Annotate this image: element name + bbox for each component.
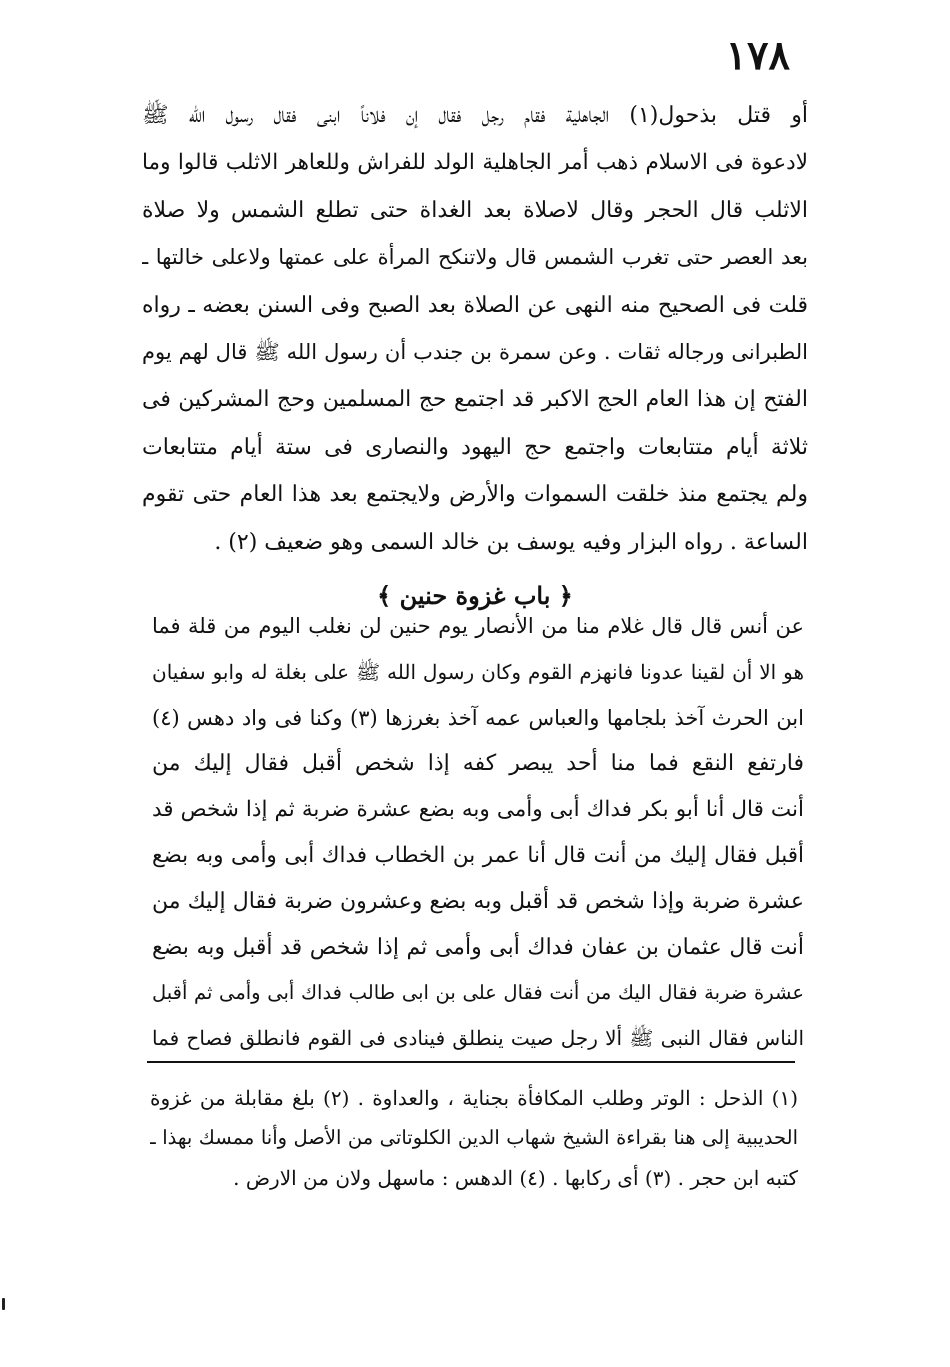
text-line: قلت فى الصحيح منه النهى عن الصلاة بعد الصبح وفى السنن بعضه ـ رواه [142, 292, 808, 318]
text-line: عن أنس قال قال غلام منا من الأنصار يوم حنين لن نغلب اليوم من قلة فما [152, 614, 804, 638]
text-line: عشرة ضربة فقال اليك من أنت فقال على بن ابى طالب فداك أبى وأمى ثم أقبل [152, 981, 804, 1005]
text-line: ثلاثة أيام متتابعات واجتمع حج اليهود والنصارى فى ستة أيام متتابعات [142, 434, 808, 460]
text-line: عشرة ضربة وإذا شخص قد أقبل وبه بضع وعشرون ضربة فقال إليك من [152, 888, 804, 914]
chapter-heading: ﴿ باب غزوة حنين ﴾ [377, 580, 573, 610]
text-line: أقبل فقال إليك من أنت قال أنا عمر بن الخطاب فداك أبى وأمى وبه بضع [152, 842, 804, 868]
text-line: ابن الحرث آخذ بلجامها والعباس عمه آخذ بغرزها (٣) وكنا فى واد دهس (٤) [152, 705, 804, 730]
footnote-line: كتبه ابن حجر . (٣) أى ركابها . (٤) الدهس : ماسهل ولان من الارض . [233, 1166, 798, 1190]
text-line: الفتح إن هذا العام الحج الاكبر قد اجتمع حج المسلمين وحج المشركين فى [142, 387, 808, 413]
text-line: هو الا أن لقينا عدونا فانهزم القوم وكان رسول الله ﷺ على بغلة له وابو سفيان [152, 659, 804, 684]
scan-mark [2, 1298, 5, 1310]
text-line: الطبرانى ورجاله ثقات . وعن سمرة بن جندب أن رسول الله ﷺ قال لهم يوم [142, 339, 808, 364]
text-line: الاثلب قال الحجر وقال لاصلاة بعد الغداة حتى تطلع الشمس ولا صلاة [142, 197, 808, 223]
text-line: ولم يجتمع منذ خلقت السموات والأرض ولايجتمع بعد هذا العام حتى تقوم [142, 482, 808, 508]
text-line: لادعوة فى الاسلام ذهب أمر الجاهلية الولد للفراش وللعاهر الاثلب قالوا وما [142, 150, 808, 176]
text-line: الساعة . رواه البزار وفيه يوسف بن خالد السمى وهو ضعيف (٢) . [214, 529, 808, 555]
text-line: أنت قال أنا أبو بكر فداك أبى وأمى وبه بضع عشرة ضربة ثم إذا شخص قد [152, 797, 804, 823]
main-text-block [142, 92, 808, 626]
text-line: بعد العصر حتى تغرب الشمس قال ولاتنكح المرأة على عمتها ولاعلى خالتها ـ [142, 245, 808, 270]
text-line: أو قتل بذحول(١) الجاهلية فقام رجل فقال إن فلاناً ابنى فقال رسول الله ﷺ [142, 103, 808, 128]
footnote-line: الحديبية إلى هنا بقراءة الشيخ شهاب الدين الكلوتاتى من الأصل وأنا ممسك بهذا ـ [150, 1126, 798, 1149]
chapter-text-block [152, 604, 804, 1062]
footnote-divider [147, 1061, 795, 1063]
footnote-line: (١) الذحل : الوتر وطلب المكافأة بجناية ، والعداوة . (٢) بلغ مقابلة من غزوة [150, 1086, 798, 1110]
text-line: أنت قال عثمان بن عفان فداك أبى وأمى ثم إذا شخص قد أقبل وبه بضع [152, 934, 804, 960]
text-line: الناس فقال النبى ﷺ ألا رجل صيت ينطلق فينادى فى القوم فانطلق فصاح فما [152, 1026, 804, 1051]
footnotes-block [150, 1078, 798, 1198]
text-line: فارتفع النقع فما منا أحد يبصر كفه إذا شخص أقبل فقال إليك من [152, 751, 804, 777]
page-number: ١٧٨ [725, 32, 790, 79]
